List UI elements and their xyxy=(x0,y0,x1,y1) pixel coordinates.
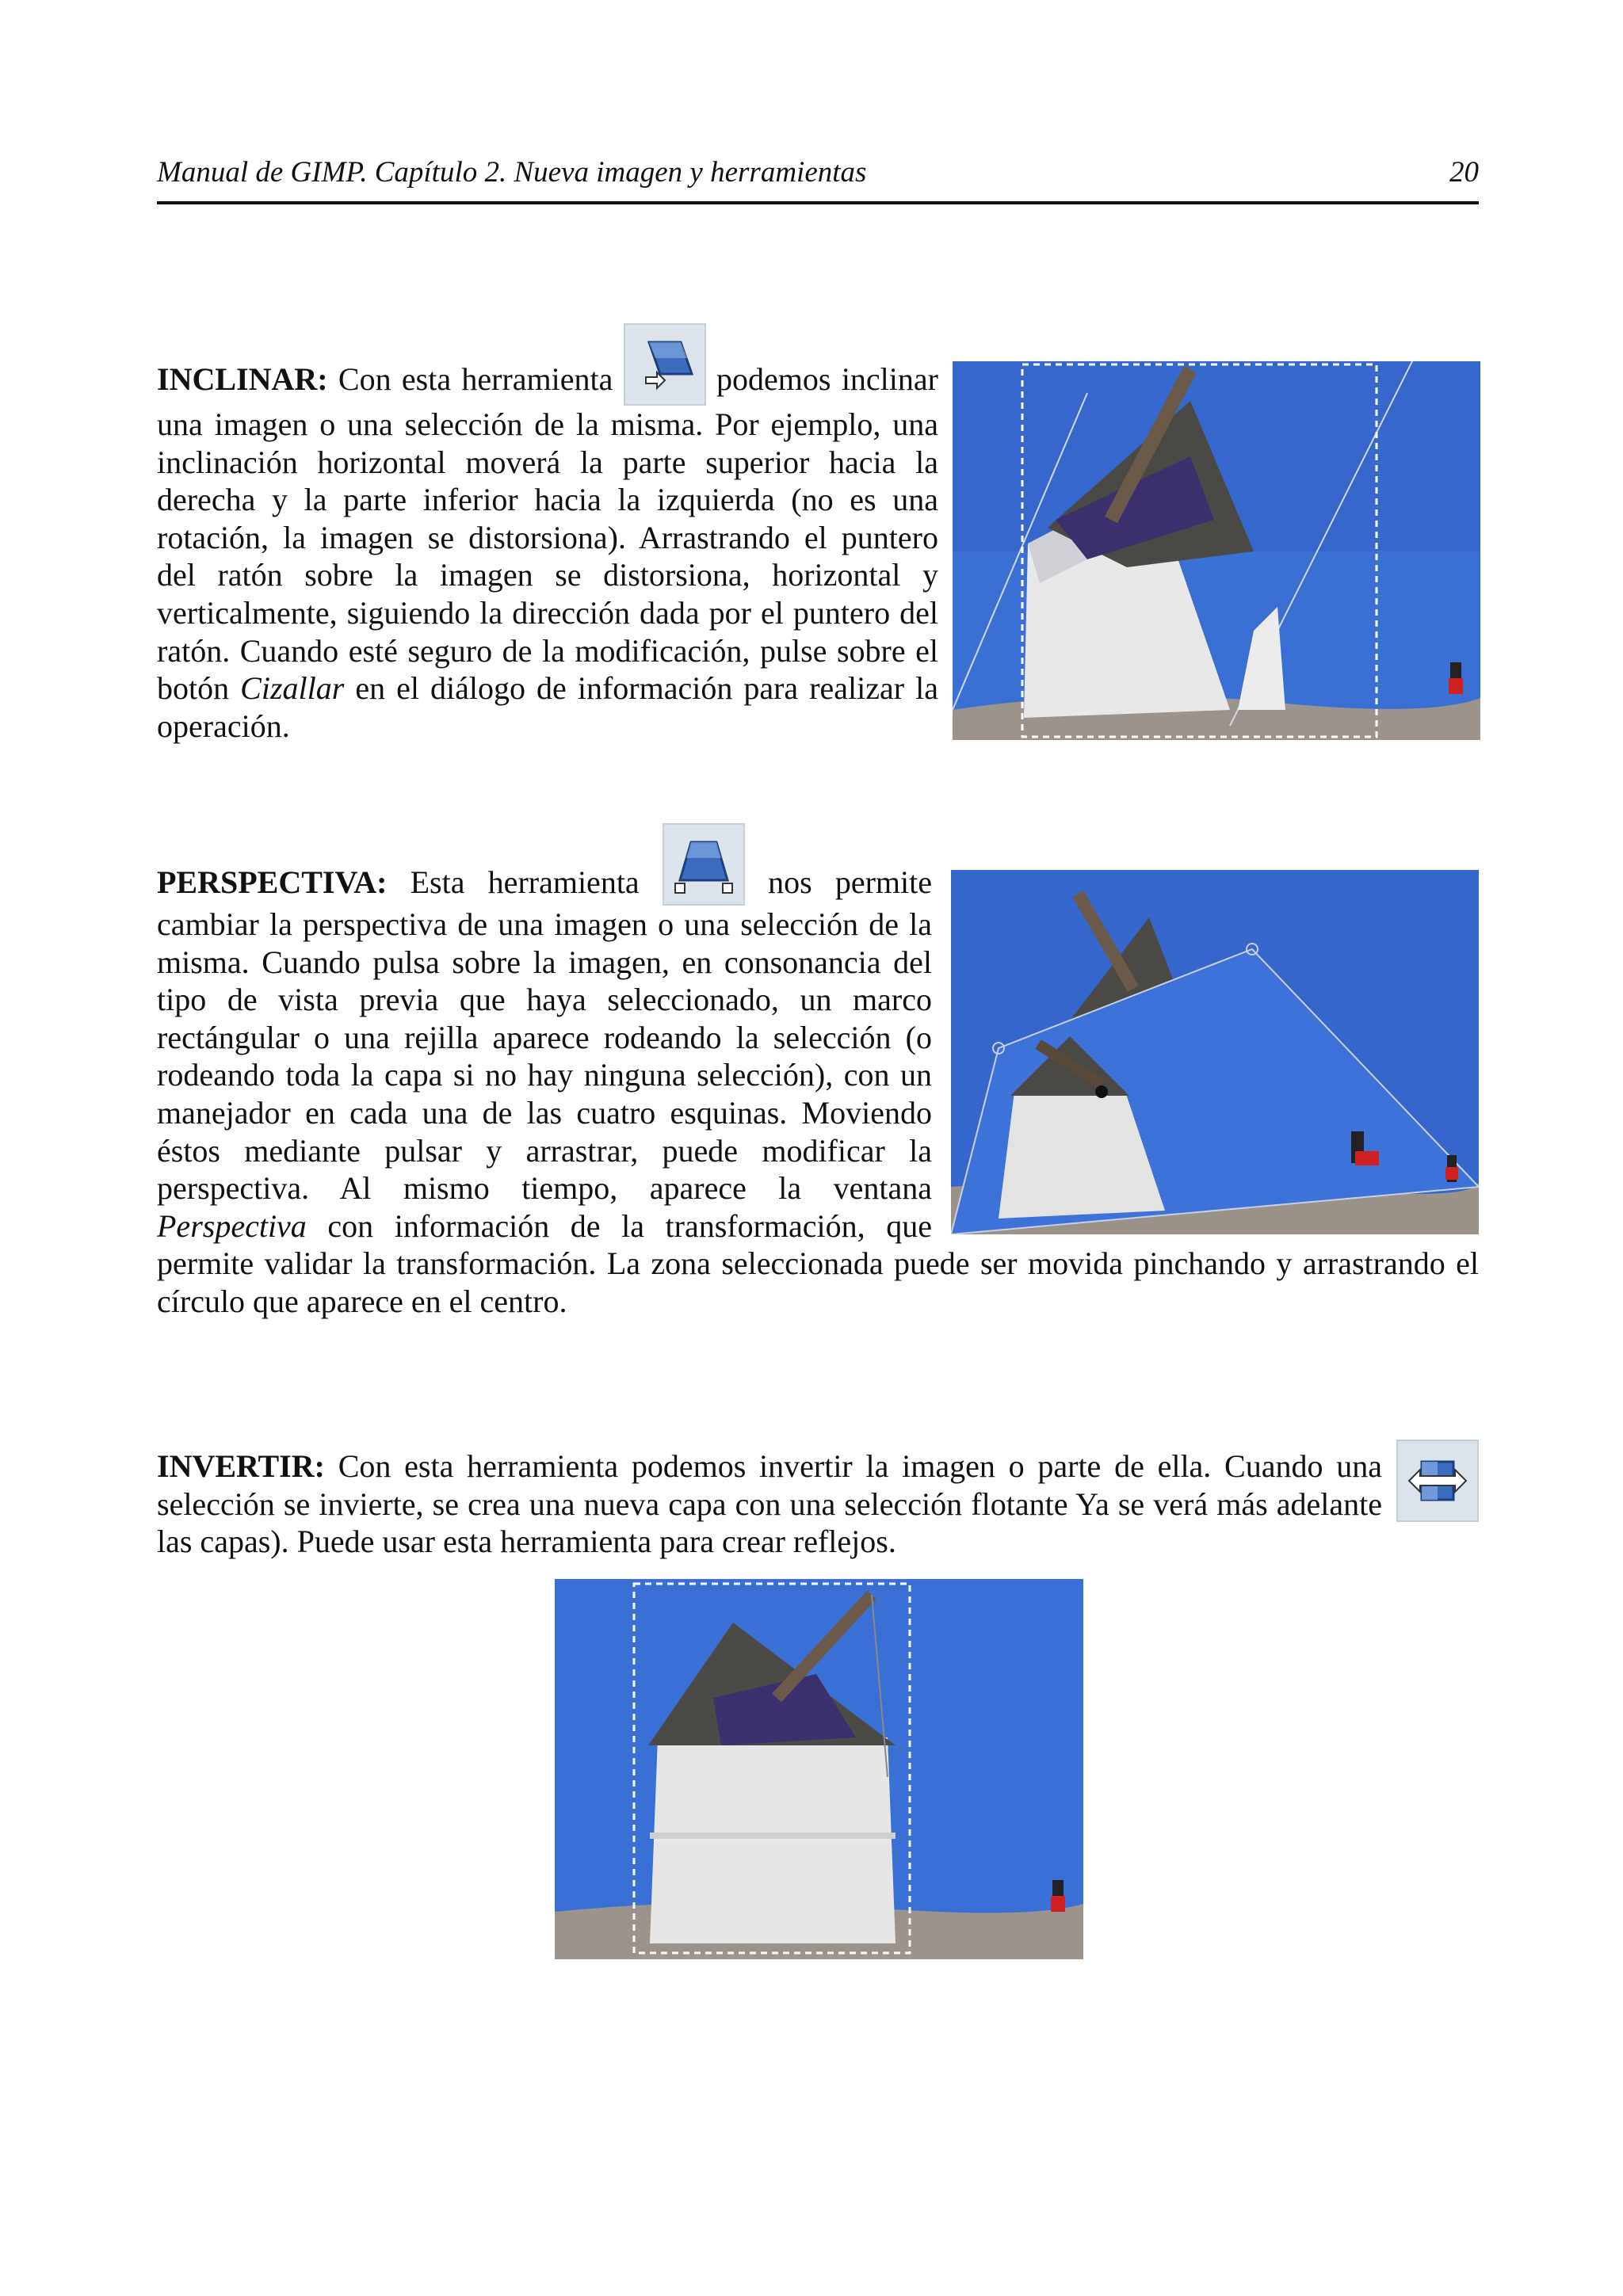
invertir-paragraph: INVERTIR: Con esta herramienta podemos invertir la imagen o parte de ella. Cuando una selección se invierte, se crea una nueva capa con una selección flotante Ya se verá más adelante las capas). Puede usar esta herramienta para crear reflejos. xyxy=(157,1447,1479,1561)
perspectiva-paragraph: PERSPECTIVA: Esta herramienta nos permite cambiar la perspectiva de una imagen o una selección de la misma. Cuando pulsa sobre la imagen, en consonancia del tipo de vista previa que haya seleccionado, un marco rectángular o una rejilla aparece rodeando la selección (o rodeando toda la capa si no hay ninguna selección), con un manejador en cada una de las cuatro esquinas. Moviendo éstos mediante pulsar y arrastrar, puede modificar la perspectiva. Al mismo tiempo, aparece la ventana Perspectiva con información de la transformación, que permite validar la transformación. La zona seleccionada puede ser movida pinchando y arrastrando el círculo que aparece en el centro. xyxy=(157,864,1479,1321)
perspectiva-heading: PERSPECTIVA: xyxy=(157,864,388,900)
inclinar-heading: INCLINAR: xyxy=(157,361,328,397)
perspective-tool-icon[interactable] xyxy=(663,823,745,906)
page-header xyxy=(157,155,1479,204)
invertir-heading: INVERTIR: xyxy=(157,1448,325,1484)
shear-example-image xyxy=(953,361,1480,740)
page-number: 20 xyxy=(1449,156,1479,189)
inclinar-paragraph: INCLINAR: Con esta herramienta podemos inclinar una imagen o una selección de la misma. Por ejemplo, una inclinación horizontal moverá la parte superior hacia la derecha y la parte inferior hacia la izquierda (no es una rotación, la imagen se distorsiona). Arrastrando el puntero del ratón sobre la imagen se distorsiona, horizontal y verticalmente, siguiendo la dirección dada por el puntero del ratón. Cuando esté seguro de la modificación, pulse sobre el botón Cizallar en el diálogo de información para realizar la operación. xyxy=(157,360,938,745)
flip-tool-icon[interactable] xyxy=(1396,1440,1479,1522)
shear-tool-icon[interactable] xyxy=(624,323,706,406)
flip-example-image xyxy=(555,1579,1083,1959)
perspective-example-image xyxy=(951,870,1479,1234)
header-title: Manual de GIMP. Capítulo 2. Nueva imagen y herramientas xyxy=(157,156,867,189)
